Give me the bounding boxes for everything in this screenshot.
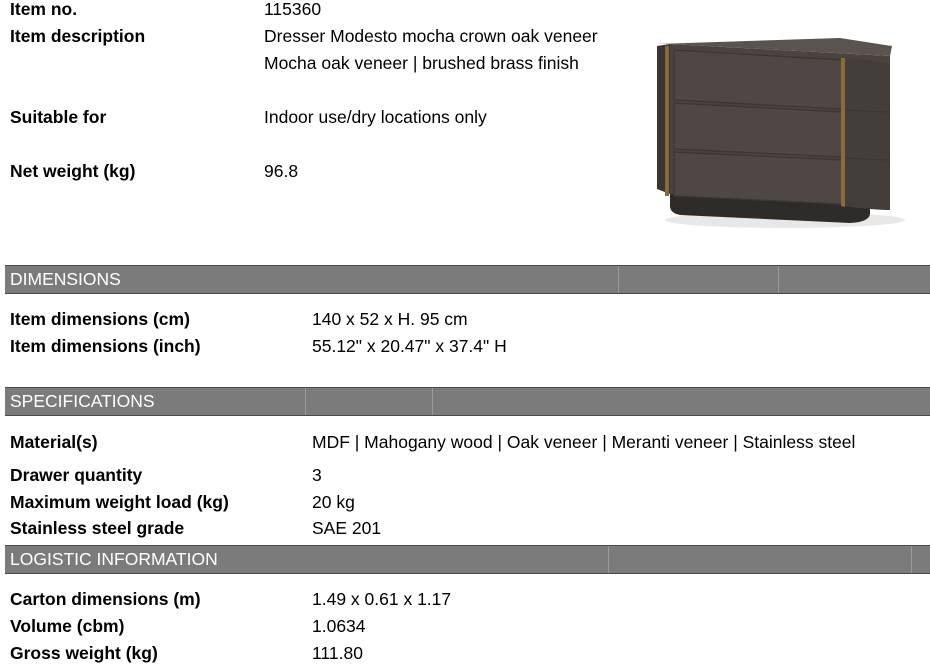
net-weight-value: 96.8 (264, 161, 299, 181)
steel-grade-label: Stainless steel grade (10, 518, 185, 538)
header-divider (305, 388, 306, 415)
logistic-header (5, 545, 930, 574)
header-divider (618, 266, 619, 293)
dimensions-title: DIMENSIONS (10, 269, 121, 289)
header-divider (778, 266, 779, 293)
dresser-right-column (842, 58, 890, 210)
brass-strip-left (665, 46, 669, 196)
header-divider (608, 546, 609, 573)
suitable-for-label: Suitable for (10, 107, 107, 127)
materials-value: MDF | Mahogany wood | Oak veneer | Meranti veneer | Stainless steel (312, 432, 856, 452)
item-dimensions-cm-value: 140 x 52 x H. 95 cm (312, 309, 468, 329)
item-no-label: Item no. (10, 0, 78, 19)
suitable-for-value: Indoor use/dry locations only (264, 107, 487, 127)
spec-row-max-weight (0, 491, 930, 517)
gross-weight-label: Gross weight (kg) (10, 643, 158, 663)
product-image (640, 24, 920, 234)
item-description-label: Item description (10, 26, 146, 46)
logistic-title: LOGISTIC INFORMATION (10, 549, 218, 569)
carton-dimensions-value: 1.49 x 0.61 x 1.17 (312, 589, 452, 609)
logistic-row-gross-weight (0, 642, 930, 668)
dimension-row-cm (0, 308, 930, 334)
drawer-3 (674, 152, 842, 204)
gross-weight-value: 111.80 (312, 643, 363, 663)
materials-label: Material(s) (10, 432, 98, 452)
specifications-header (5, 387, 930, 416)
specifications-title: SPECIFICATIONS (10, 391, 155, 411)
header-divider (432, 388, 433, 415)
dimension-row-inch (0, 335, 930, 361)
spec-row-drawer-quantity (0, 464, 930, 490)
max-weight-value: 20 kg (312, 492, 355, 512)
drawer-quantity-label: Drawer quantity (10, 465, 143, 485)
drawer-quantity-value: 3 (312, 465, 322, 485)
net-weight-label: Net weight (kg) (10, 161, 136, 181)
item-no-value: 115360 (264, 0, 322, 19)
logistic-row-carton (0, 588, 930, 614)
logistic-row-volume (0, 615, 930, 641)
drawer-2 (674, 103, 842, 157)
drawer-1 (674, 50, 842, 109)
brass-strip-right (841, 58, 845, 207)
dimensions-header (5, 265, 930, 294)
item-dimensions-inch-value: 55.12" x 20.47" x 37.4" H (312, 336, 507, 356)
max-weight-label: Maximum weight load (kg) (10, 492, 229, 512)
header-divider (911, 546, 912, 573)
item-no-row (0, 0, 930, 24)
item-description-line1: Dresser Modesto mocha crown oak veneer (264, 26, 598, 46)
item-description-line2: Mocha oak veneer | brushed brass finish (264, 53, 579, 73)
item-dimensions-inch-label: Item dimensions (inch) (10, 336, 201, 356)
spec-row-materials (0, 431, 930, 457)
volume-label: Volume (cbm) (10, 616, 125, 636)
spec-row-steel-grade (0, 517, 930, 543)
steel-grade-value: SAE 201 (312, 518, 382, 538)
volume-value: 1.0634 (312, 616, 366, 636)
item-dimensions-cm-label: Item dimensions (cm) (10, 309, 190, 329)
carton-dimensions-label: Carton dimensions (m) (10, 589, 201, 609)
